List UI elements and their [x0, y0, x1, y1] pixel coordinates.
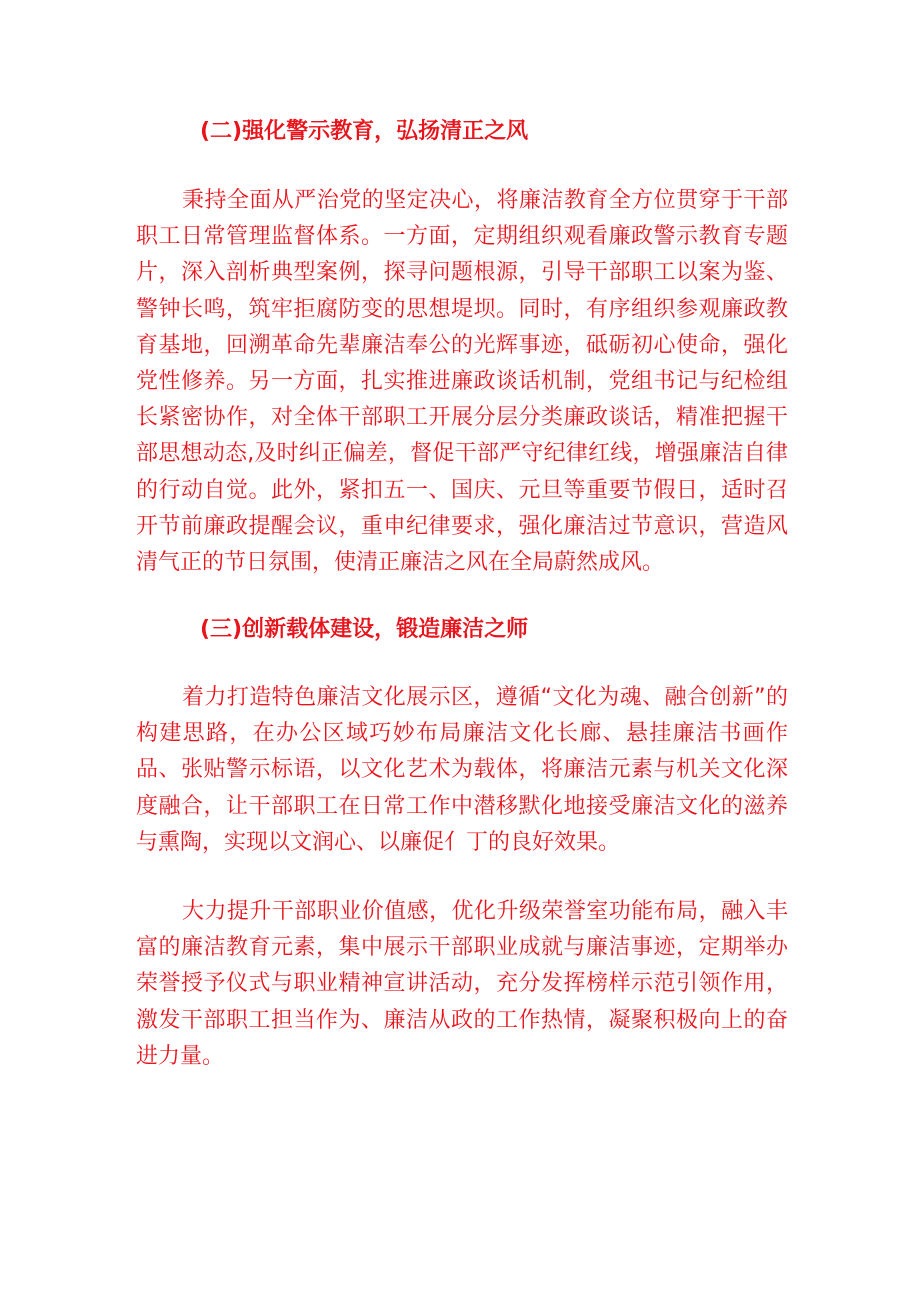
section-heading-2: (二)强化警示教育，弘扬清正之风 — [200, 119, 529, 144]
section-3-paragraph-2: 大力提升干部职业价值感，优化升级荣誉室功能布局，融入丰富的廉洁教育元素，集中展示干部职业成就与廉洁事迹，定期举办荣誉授予仪式与职业精神宣讲活动，充分发挥榜样示范引领作用，激发干部职工担当作为、廉洁从政的工作热情，凝聚积极向上的奋进力量。 — [136, 899, 788, 1069]
section-heading-3: (三)创新载体建设，锻造廉洁之师 — [200, 617, 529, 642]
section-2-paragraph-1: 秉持全面从严治党的坚定决心，将廉洁教育全方位贯穿于干部职工日常管理监督体系。一方面，定期组织观看廉政警示教育专题片，深入剖析典型案例，探寻问题根源，引导干部职工以案为鉴、警钟长鸣，筑牢拒腐防变的思想堤坝。同时，有序组织参观廉政教育基地，回溯革命先辈廉洁奉公的光辉事迹，砥砺初心使命，强化党性修养。另一方面，扎实推进廉政谈话机制，党组书记与纪检组长紧密协作，对全体干部职工开展分层分类廉政谈话，精准把握干部思想动态,及时纠正偏差，督促干部严守纪律红线，增强廉洁自律的行动自觉。此外，紧扣五一、国庆、元旦等重要节假日，适时召开节前廉政提醒会议，重申纪律要求，强化廉洁过节意识，营造风清气正的节日氛围，使清正廉洁之风在全局蔚然成风。 — [136, 188, 788, 576]
section-3-paragraph-1: 着力打造特色廉洁文化展示区，遵循“文化为魂、融合创新”的构建思路，在办公区域巧妙布局廉洁文化长廊、悬挂廉洁书画作品、张贴警示标语，以文化艺术为载体，将廉洁元素与机关文化深度融合，让干部职工在日常工作中潜移默化地接受廉洁文化的滋养与熏陶，实现以文润心、以廉促亻丁的良好效果。 — [136, 685, 788, 855]
